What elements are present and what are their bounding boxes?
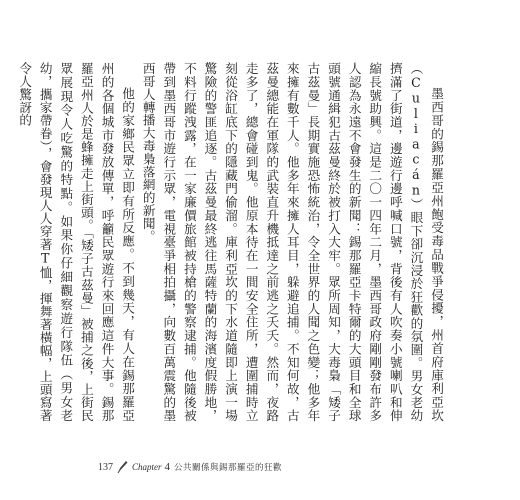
pen-nib-icon <box>116 460 128 474</box>
page-footer <box>98 458 398 476</box>
page-number: 137 <box>98 461 113 473</box>
body-text <box>17 62 446 422</box>
chapter-label: Chapter <box>132 462 162 472</box>
paragraph-2: 他的家鄉民眾立即有所反應。不到幾天，有人在錫那羅亞州的各個城市發放傳單，呼籲民眾遊行來回應這件大事。錫那羅亞州人於是蜂擁走上街頭。「矮子古茲曼」被捕之後，上街民眾展現令人吃驚的特點。如果你仔細觀察遊行隊伍（男女老幼，攜家帶眷），會發現人人穿著T恤，揮舞著橫幅，上頭寫著令人驚訝的 <box>17 62 136 422</box>
chapter-title: 公共關係與錫那羅亞的狂歡 <box>174 463 283 473</box>
paragraph-1: 墨西哥的錫那羅亞州飽受毒品戰爭侵擾，州首府庫利亞坎（Culiacán）眼下卻沉浸於狂歡的氛圍。男女老幼擠滿了街道，邊遊行邊呼喊口號，背後有人吹奏小號喇叭和伸縮長號助興。這是二〇一四年二月，墨西哥政府剛剛發布許多人認為永遠不會發生的新聞：錫那羅亞卡特爾的大頭目和全球頭號通緝犯古茲曼終於被打入大牢。眾所周知，大毒梟「矮子古茲曼」長期實施恐怖統治，令全世界的人聞之色變；他多年來擁有數千人。他多年來擁人耳目，躲避追捕。不知何故，古茲曼總能在軍隊的武裝直升機抵達之前逃之夭夭。然而，夜路走多了，總會碰到鬼。他原本待在一間安全住所，遭圍捕時立刻從浴缸底下的隱藏門偷溜。庫利亞坎的下水道隨即上演一場驚險的警匪追逐。古茲曼最終逃往馬薩特蘭的海濱度假勝地，不料行蹤洩露，在一家廉價旅館被持槍的警察逮捕。他隨後被帶到墨西哥市遊行示眾，電視臺爭相拍攝，向數百萬震驚的墨西哥人轉播大毒梟落網的新聞。 <box>140 62 444 422</box>
chapter-number: 4 <box>164 461 171 473</box>
